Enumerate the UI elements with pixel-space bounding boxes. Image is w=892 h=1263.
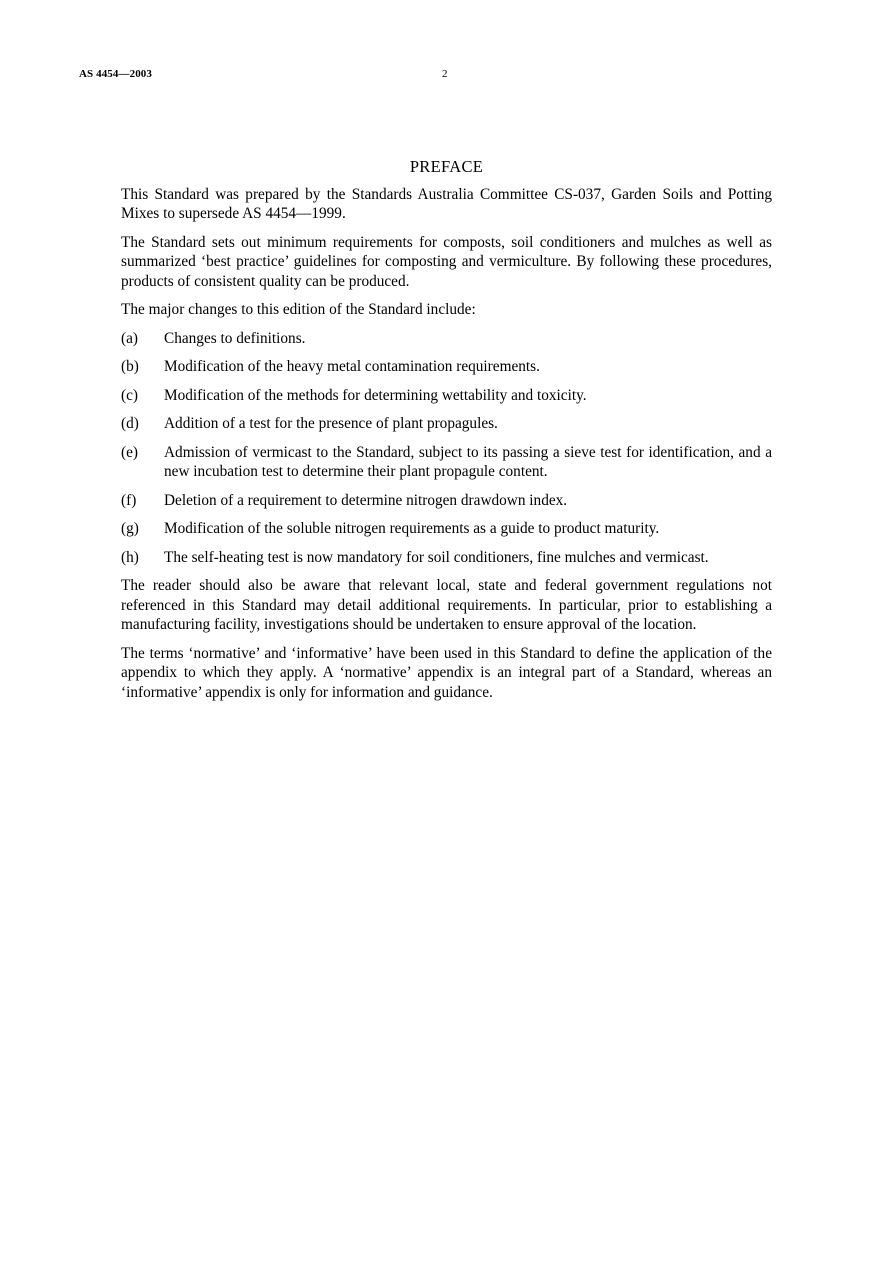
list-item <box>121 443 772 482</box>
preface-section <box>121 157 772 711</box>
list-item <box>121 414 772 434</box>
list-item-text: The self-heating test is now mandatory for soil conditioners, fine mulches and vermicast. <box>164 548 709 566</box>
list-item-marker: (c) <box>121 386 138 404</box>
list-item-marker: (a) <box>121 329 138 347</box>
list-item-marker: (f) <box>121 491 137 509</box>
list-item-text: Admission of vermicast to the Standard, subject to its passing a sieve test for identification, and a new incubation test to determine their plant propagule content. <box>164 443 772 480</box>
list-item <box>121 519 772 539</box>
paragraph: The terms ‘normative’ and ‘informative’ have been used in this Standard to define the application of the appendix to which they apply. A ‘normative’ appendix is an integral part of a Standard, whereas an ‘informative’ appendix is only for information and guidance. <box>121 644 772 701</box>
paragraph: The Standard sets out minimum requirements for composts, soil conditioners and mulches as well as summarized ‘best practice’ guidelines for composting and vermiculture. By following these procedures, products of consistent quality can be produced. <box>121 233 772 290</box>
list-item-text: Changes to definitions. <box>164 329 306 347</box>
list-item-marker: (e) <box>121 443 138 461</box>
list-item <box>121 329 772 349</box>
list-item-text: Addition of a test for the presence of plant propagules. <box>164 415 498 432</box>
paragraph: The reader should also be aware that relevant local, state and federal government regulations not referenced in this Standard may detail additional requirements. In particular, prior to establishing a manufacturing facility, investigations should be undertaken to ensure approval of the location. <box>121 577 772 633</box>
list-item <box>121 548 772 568</box>
paragraph: This Standard was prepared by the Standards Australia Committee CS-037, Garden Soils and Potting Mixes to supersede AS 4454—1999. <box>121 185 772 222</box>
page-number: 2 <box>442 68 448 80</box>
list-item <box>121 357 772 377</box>
section-title: PREFACE <box>409 157 484 176</box>
list-item-text: Modification of the heavy metal contamination requirements. <box>164 358 540 375</box>
list-item-marker: (b) <box>121 358 139 375</box>
document-identifier: AS 4454—2003 <box>79 68 153 80</box>
list-item-marker: (d) <box>121 415 139 432</box>
paragraph: The major changes to this edition of the Standard include: <box>121 301 476 318</box>
list-item-text: Modification of the methods for determining wettability and toxicity. <box>164 386 587 404</box>
list-item-marker: (g) <box>121 520 139 537</box>
list-item-text: Deletion of a requirement to determine nitrogen drawdown index. <box>164 491 568 509</box>
list-item-marker: (h) <box>121 548 139 566</box>
changes-list <box>121 329 772 568</box>
list-item <box>121 386 772 406</box>
page-header <box>79 68 892 84</box>
list-item <box>121 491 772 511</box>
list-item-text: Modification of the soluble nitrogen requirements as a guide to product maturity. <box>164 520 660 537</box>
